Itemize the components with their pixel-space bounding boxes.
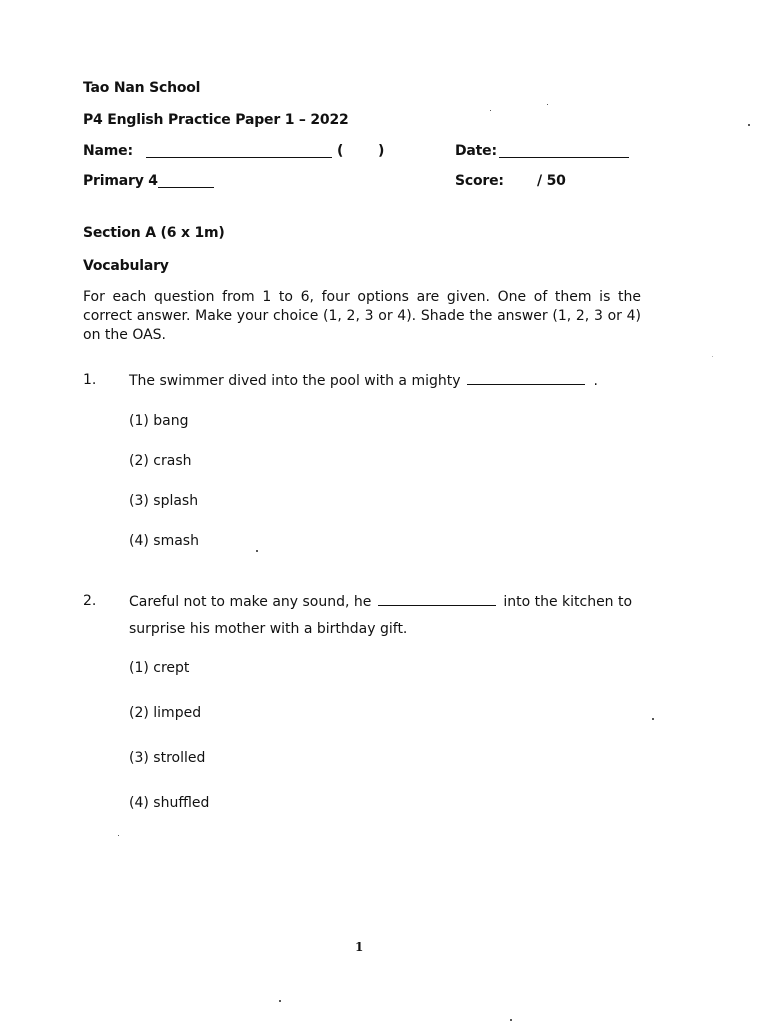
scan-speck bbox=[748, 124, 750, 126]
question-1-text-after: . bbox=[593, 373, 598, 389]
instructions: For each question from 1 to 6, four options are given. One of them is the correct answer. Make your choice (1, 2, 3 or 4). Shade the answer (1, 2, 3 or 4) on the OAS. bbox=[83, 289, 641, 343]
question-1-option-4[interactable]: (4) smash bbox=[129, 533, 199, 549]
question-2-option-3[interactable]: (3) strolled bbox=[129, 750, 206, 766]
question-2-option-4[interactable]: (4) shuffled bbox=[129, 795, 210, 811]
name-paren-close: ) bbox=[378, 143, 385, 159]
score-total: / 50 bbox=[537, 173, 566, 189]
question-2-text-before: Careful not to make any sound, he bbox=[129, 594, 372, 610]
date-label: Date: bbox=[455, 143, 497, 159]
question-2-text bbox=[129, 593, 632, 610]
question-1-text bbox=[129, 372, 598, 389]
name-blank[interactable] bbox=[146, 145, 332, 158]
question-1-text-before: The swimmer dived into the pool with a mighty bbox=[129, 373, 461, 389]
date-blank[interactable] bbox=[499, 145, 629, 158]
scan-speck bbox=[712, 356, 713, 357]
scan-speck bbox=[547, 104, 548, 105]
scan-speck bbox=[279, 1000, 281, 1002]
section-title: Section A (6 x 1m) bbox=[83, 225, 225, 241]
question-1-option-3[interactable]: (3) splash bbox=[129, 493, 199, 509]
name-label: Name: bbox=[83, 143, 133, 159]
question-2-option-1[interactable]: (1) crept bbox=[129, 660, 190, 676]
scan-speck bbox=[490, 110, 491, 111]
question-1-option-2[interactable]: (2) crash bbox=[129, 453, 192, 469]
section-subtitle: Vocabulary bbox=[83, 258, 169, 274]
page-number: 1 bbox=[355, 940, 364, 954]
paper-title: P4 English Practice Paper 1 – 2022 bbox=[83, 112, 349, 128]
class-label: Primary 4 bbox=[83, 173, 158, 189]
score-label: Score: bbox=[455, 173, 504, 189]
question-2-blank[interactable] bbox=[378, 593, 496, 606]
question-2-option-2[interactable]: (2) limped bbox=[129, 705, 202, 721]
question-1-number: 1. bbox=[83, 372, 97, 388]
school-name: Tao Nan School bbox=[83, 80, 201, 96]
class-blank[interactable] bbox=[158, 175, 214, 188]
question-1-blank[interactable] bbox=[467, 372, 585, 385]
scan-speck bbox=[256, 550, 258, 552]
question-2-text-after: into the kitchen to bbox=[503, 594, 633, 610]
scan-speck bbox=[118, 835, 119, 836]
question-1-option-1[interactable]: (1) bang bbox=[129, 413, 189, 429]
question-2-number: 2. bbox=[83, 593, 97, 609]
scan-speck bbox=[652, 718, 654, 720]
question-2-text-line2: surprise his mother with a birthday gift. bbox=[129, 621, 408, 637]
name-paren-open: ( bbox=[337, 143, 344, 159]
scan-speck bbox=[510, 1019, 512, 1021]
